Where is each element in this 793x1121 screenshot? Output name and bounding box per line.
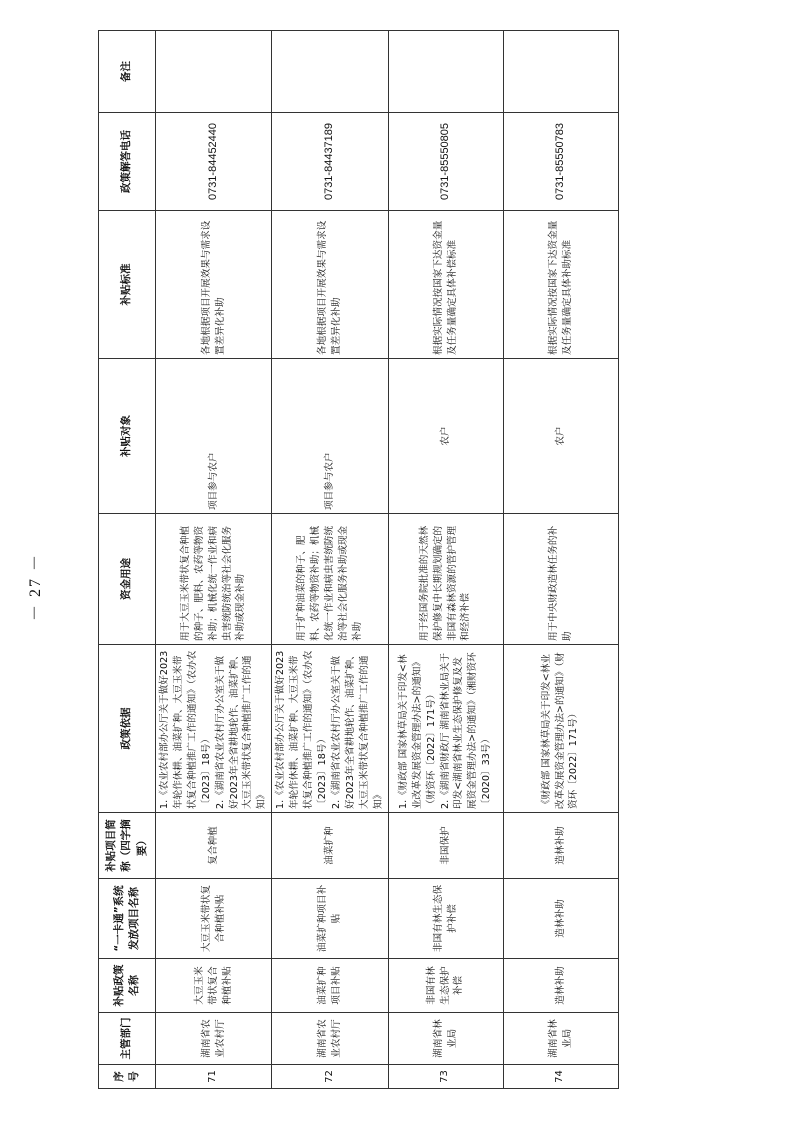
row-policy-name: 造林补助 bbox=[503, 959, 618, 1013]
row-dept: 湖南省农业农村厅 bbox=[156, 1013, 272, 1065]
row-policy-name: 非国有林生态保护补偿 bbox=[388, 959, 503, 1013]
row-short-name: 油菜扩种 bbox=[272, 813, 388, 879]
table-row bbox=[272, 31, 388, 1089]
header-fund-use: 资金用途 bbox=[99, 514, 156, 645]
row-standard: 根据实际情况按国家下达资金量及任务量确定具体补偿标准 bbox=[388, 211, 503, 359]
row-fund-use: 用于大豆玉米带状复合种植的种子、肥料、农药等物资补助；机械化统一作业和病虫害统防统治等社会化服务补助或现金补助 bbox=[156, 514, 272, 645]
header-phone: 政策解答电话 bbox=[99, 113, 156, 211]
basis-line: 1.《农业农村部办公厅关于做好2023年轮作休耕、油菜扩种、大豆玉米带状复合种植推广工作的通知》（农办农〔2023〕18号） bbox=[275, 650, 328, 809]
row-dept: 湖南省农业农村厅 bbox=[272, 1013, 388, 1065]
row-card-item: 非国有林生态保护补偿 bbox=[388, 879, 503, 959]
row-basis bbox=[156, 645, 272, 813]
subsidy-policy-table bbox=[98, 30, 619, 1089]
row-policy-name: 油菜扩种项目补贴 bbox=[272, 959, 388, 1013]
table-row bbox=[503, 31, 618, 1089]
row-card-item: 油菜扩种项目补贴 bbox=[272, 879, 388, 959]
row-fund-use: 用于中央财政造林任务的补助 bbox=[503, 514, 618, 645]
row-remark bbox=[503, 31, 618, 113]
header-target: 补贴对象 bbox=[99, 359, 156, 514]
basis-line: 1.《财政部 国家林草局关于印发<林业改革发展资金管理办法>的通知》（财资环〔2022〕171号） bbox=[397, 654, 437, 809]
basis-line: 2.《湖南省财政厅 湖南省林业局关于印发<湖南省林业生态保护修复及发展资金管理办法>的通知》（湘财资环〔2020〕33号） bbox=[439, 652, 493, 809]
row-no: 71 bbox=[156, 1065, 272, 1089]
row-policy-name: 大豆玉米带状复合种植补贴 bbox=[156, 959, 272, 1013]
row-dept: 湖南省林业局 bbox=[503, 1013, 618, 1065]
header-short-name: 补贴项目简称（四字摘要） bbox=[99, 813, 156, 879]
row-short-name: 复合种植 bbox=[156, 813, 272, 879]
row-fund-use: 用于经国务院批准的天然林保护修复中长期规划确定的非国有森林资源的管护管理和经济补偿 bbox=[388, 514, 503, 645]
table-header-row bbox=[99, 31, 156, 1089]
row-phone: 0731-85550783 bbox=[503, 113, 618, 211]
row-card-item: 造林补助 bbox=[503, 879, 618, 959]
row-target: 农户 bbox=[503, 359, 618, 514]
header-policy-name: 补贴政策名称 bbox=[99, 959, 156, 1013]
header-standard: 补贴标准 bbox=[99, 211, 156, 359]
row-standard: 根据实际情况按国家下达资金量及任务量确定具体补助标准 bbox=[503, 211, 618, 359]
row-no: 73 bbox=[388, 1065, 503, 1089]
basis-line: 2.《湖南省农业农村厅办公室关于做好2023年全省耕地轮作、油菜扩种、大豆玉米带状复合种植推广工作的通知》 bbox=[214, 650, 268, 809]
row-fund-use: 用于扩种油菜的种子、肥料、农药等物资补助；机械化统一作业和病虫害统防统治等社会化服务补助或现金补助 bbox=[272, 514, 388, 645]
table-row bbox=[156, 31, 272, 1089]
row-no: 72 bbox=[272, 1065, 388, 1089]
row-remark bbox=[272, 31, 388, 113]
header-card-item: “一卡通”系统发放项目名称 bbox=[99, 879, 156, 959]
row-phone: 0731-84437189 bbox=[272, 113, 388, 211]
page-number: － 27 － bbox=[27, 552, 44, 621]
row-basis bbox=[503, 645, 618, 813]
header-no: 序号 bbox=[99, 1065, 156, 1089]
header-remark: 备注 bbox=[99, 31, 156, 113]
row-dept: 湖南省林业局 bbox=[388, 1013, 503, 1065]
row-no: 74 bbox=[503, 1065, 618, 1089]
basis-line: 2.《湖南省农业农村厅办公室关于做好2023年全省耕地轮作、油菜扩种、大豆玉米带状复合种植推广工作的通知》 bbox=[330, 650, 384, 809]
row-phone: 0731-84452440 bbox=[156, 113, 272, 211]
row-phone: 0731-85550805 bbox=[388, 113, 503, 211]
row-card-item: 大豆玉米带状复合种植补贴 bbox=[156, 879, 272, 959]
header-dept: 主管部门 bbox=[99, 1013, 156, 1065]
row-basis bbox=[388, 645, 503, 813]
row-short-name: 非国保护 bbox=[388, 813, 503, 879]
row-remark bbox=[388, 31, 503, 113]
row-target: 项目参与农户 bbox=[156, 359, 272, 514]
basis-line: 1.《农业农村部办公厅关于做好2023年轮作休耕、油菜扩种、大豆玉米带状复合种植推广工作的通知》（农办农〔2023〕18号） bbox=[159, 650, 212, 809]
row-standard: 各地根据项目开展效果与需求设置差异化补助 bbox=[272, 211, 388, 359]
row-short-name: 造林补助 bbox=[503, 813, 618, 879]
row-target: 项目参与农户 bbox=[272, 359, 388, 514]
row-basis bbox=[272, 645, 388, 813]
basis-line: 《财政部 国家林草局关于印发<林业改革发展资金管理办法>的通知》（财资环〔2022〕171号） bbox=[540, 652, 580, 809]
row-target: 农户 bbox=[388, 359, 503, 514]
table-row bbox=[388, 31, 503, 1089]
header-basis: 政策依据 bbox=[99, 645, 156, 813]
row-standard: 各地根据项目开展效果与需求设置差异化补助 bbox=[156, 211, 272, 359]
row-remark bbox=[156, 31, 272, 113]
